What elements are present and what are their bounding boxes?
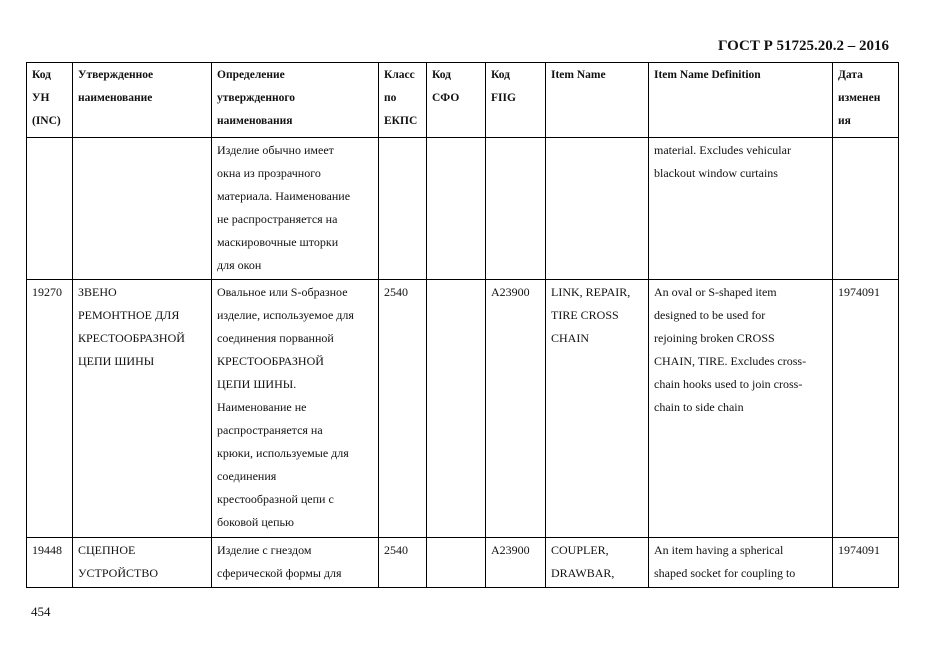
- cell-class: 2540: [379, 280, 427, 538]
- document-number: ГОСТ Р 51725.20.2 – 2016: [717, 38, 889, 54]
- table-header-row: [27, 63, 899, 138]
- cell-approved-name: [73, 138, 212, 280]
- cell-definition: Изделие с гнездом сферической формы для: [212, 538, 379, 588]
- page-number: 454: [31, 604, 51, 619]
- cell-inc: [27, 138, 73, 280]
- cell-definition: Изделие обычно имеет окна из прозрачного материала. Наименование не распространяется на маскировочные шторки для окон: [212, 138, 379, 280]
- cell-approved-name: СЦЕПНОЕ УСТРОЙСТВО: [73, 538, 212, 588]
- cell-approved-name: ЗВЕНО РЕМОНТНОЕ ДЛЯ КРЕСТООБРАЗНОЙ ЦЕПИ ШИНЫ: [73, 280, 212, 538]
- cell-definition: Овальное или S-образное изделие, используемое для соединения порванной КРЕСТООБРАЗНОЙ ЦЕПИ ШИНЫ. Наименование не распространяется на крюки, используемые для соединения крестообразной цепи с боковой цепью: [212, 280, 379, 538]
- table-row: [27, 138, 899, 280]
- cell-sfo: [427, 138, 486, 280]
- cell-class: 2540: [379, 538, 427, 588]
- column-header-sfo: Код СФО: [427, 63, 486, 138]
- column-header-change-date: Дата изменен ия: [833, 63, 899, 138]
- column-header-item-definition: Item Name Definition: [649, 63, 833, 138]
- column-header-item-name: Item Name: [546, 63, 649, 138]
- cell-change-date: 1974091: [833, 538, 899, 588]
- cell-sfo: [427, 280, 486, 538]
- cell-item-name: COUPLER, DRAWBAR,: [546, 538, 649, 588]
- cell-item-definition: material. Excludes vehicular blackout window curtains: [649, 138, 833, 280]
- cell-fiig: [486, 138, 546, 280]
- cell-item-name: [546, 138, 649, 280]
- cell-sfo: [427, 538, 486, 588]
- column-header-definition: Определение утвержденного наименования: [212, 63, 379, 138]
- items-table: [26, 62, 899, 588]
- cell-change-date: 1974091: [833, 280, 899, 538]
- cell-item-definition: An oval or S-shaped item designed to be used for rejoining broken CROSS CHAIN, TIRE. Excludes cross- chain hooks used to join cross- chain to side chain: [649, 280, 833, 538]
- column-header-class: Класс по ЕКПС: [379, 63, 427, 138]
- cell-fiig: A23900: [486, 538, 546, 588]
- column-header-inc: Код УН (INC): [27, 63, 73, 138]
- table-row: [27, 538, 899, 588]
- cell-inc: 19448: [27, 538, 73, 588]
- cell-fiig: A23900: [486, 280, 546, 538]
- cell-change-date: [833, 138, 899, 280]
- cell-inc: 19270: [27, 280, 73, 538]
- column-header-fiig: Код FIIG: [486, 63, 546, 138]
- column-header-approved-name: Утвержденное наименование: [73, 63, 212, 138]
- cell-item-name: LINK, REPAIR, TIRE CROSS CHAIN: [546, 280, 649, 538]
- table-row: [27, 280, 899, 538]
- cell-class: [379, 138, 427, 280]
- cell-item-definition: An item having a spherical shaped socket for coupling to: [649, 538, 833, 588]
